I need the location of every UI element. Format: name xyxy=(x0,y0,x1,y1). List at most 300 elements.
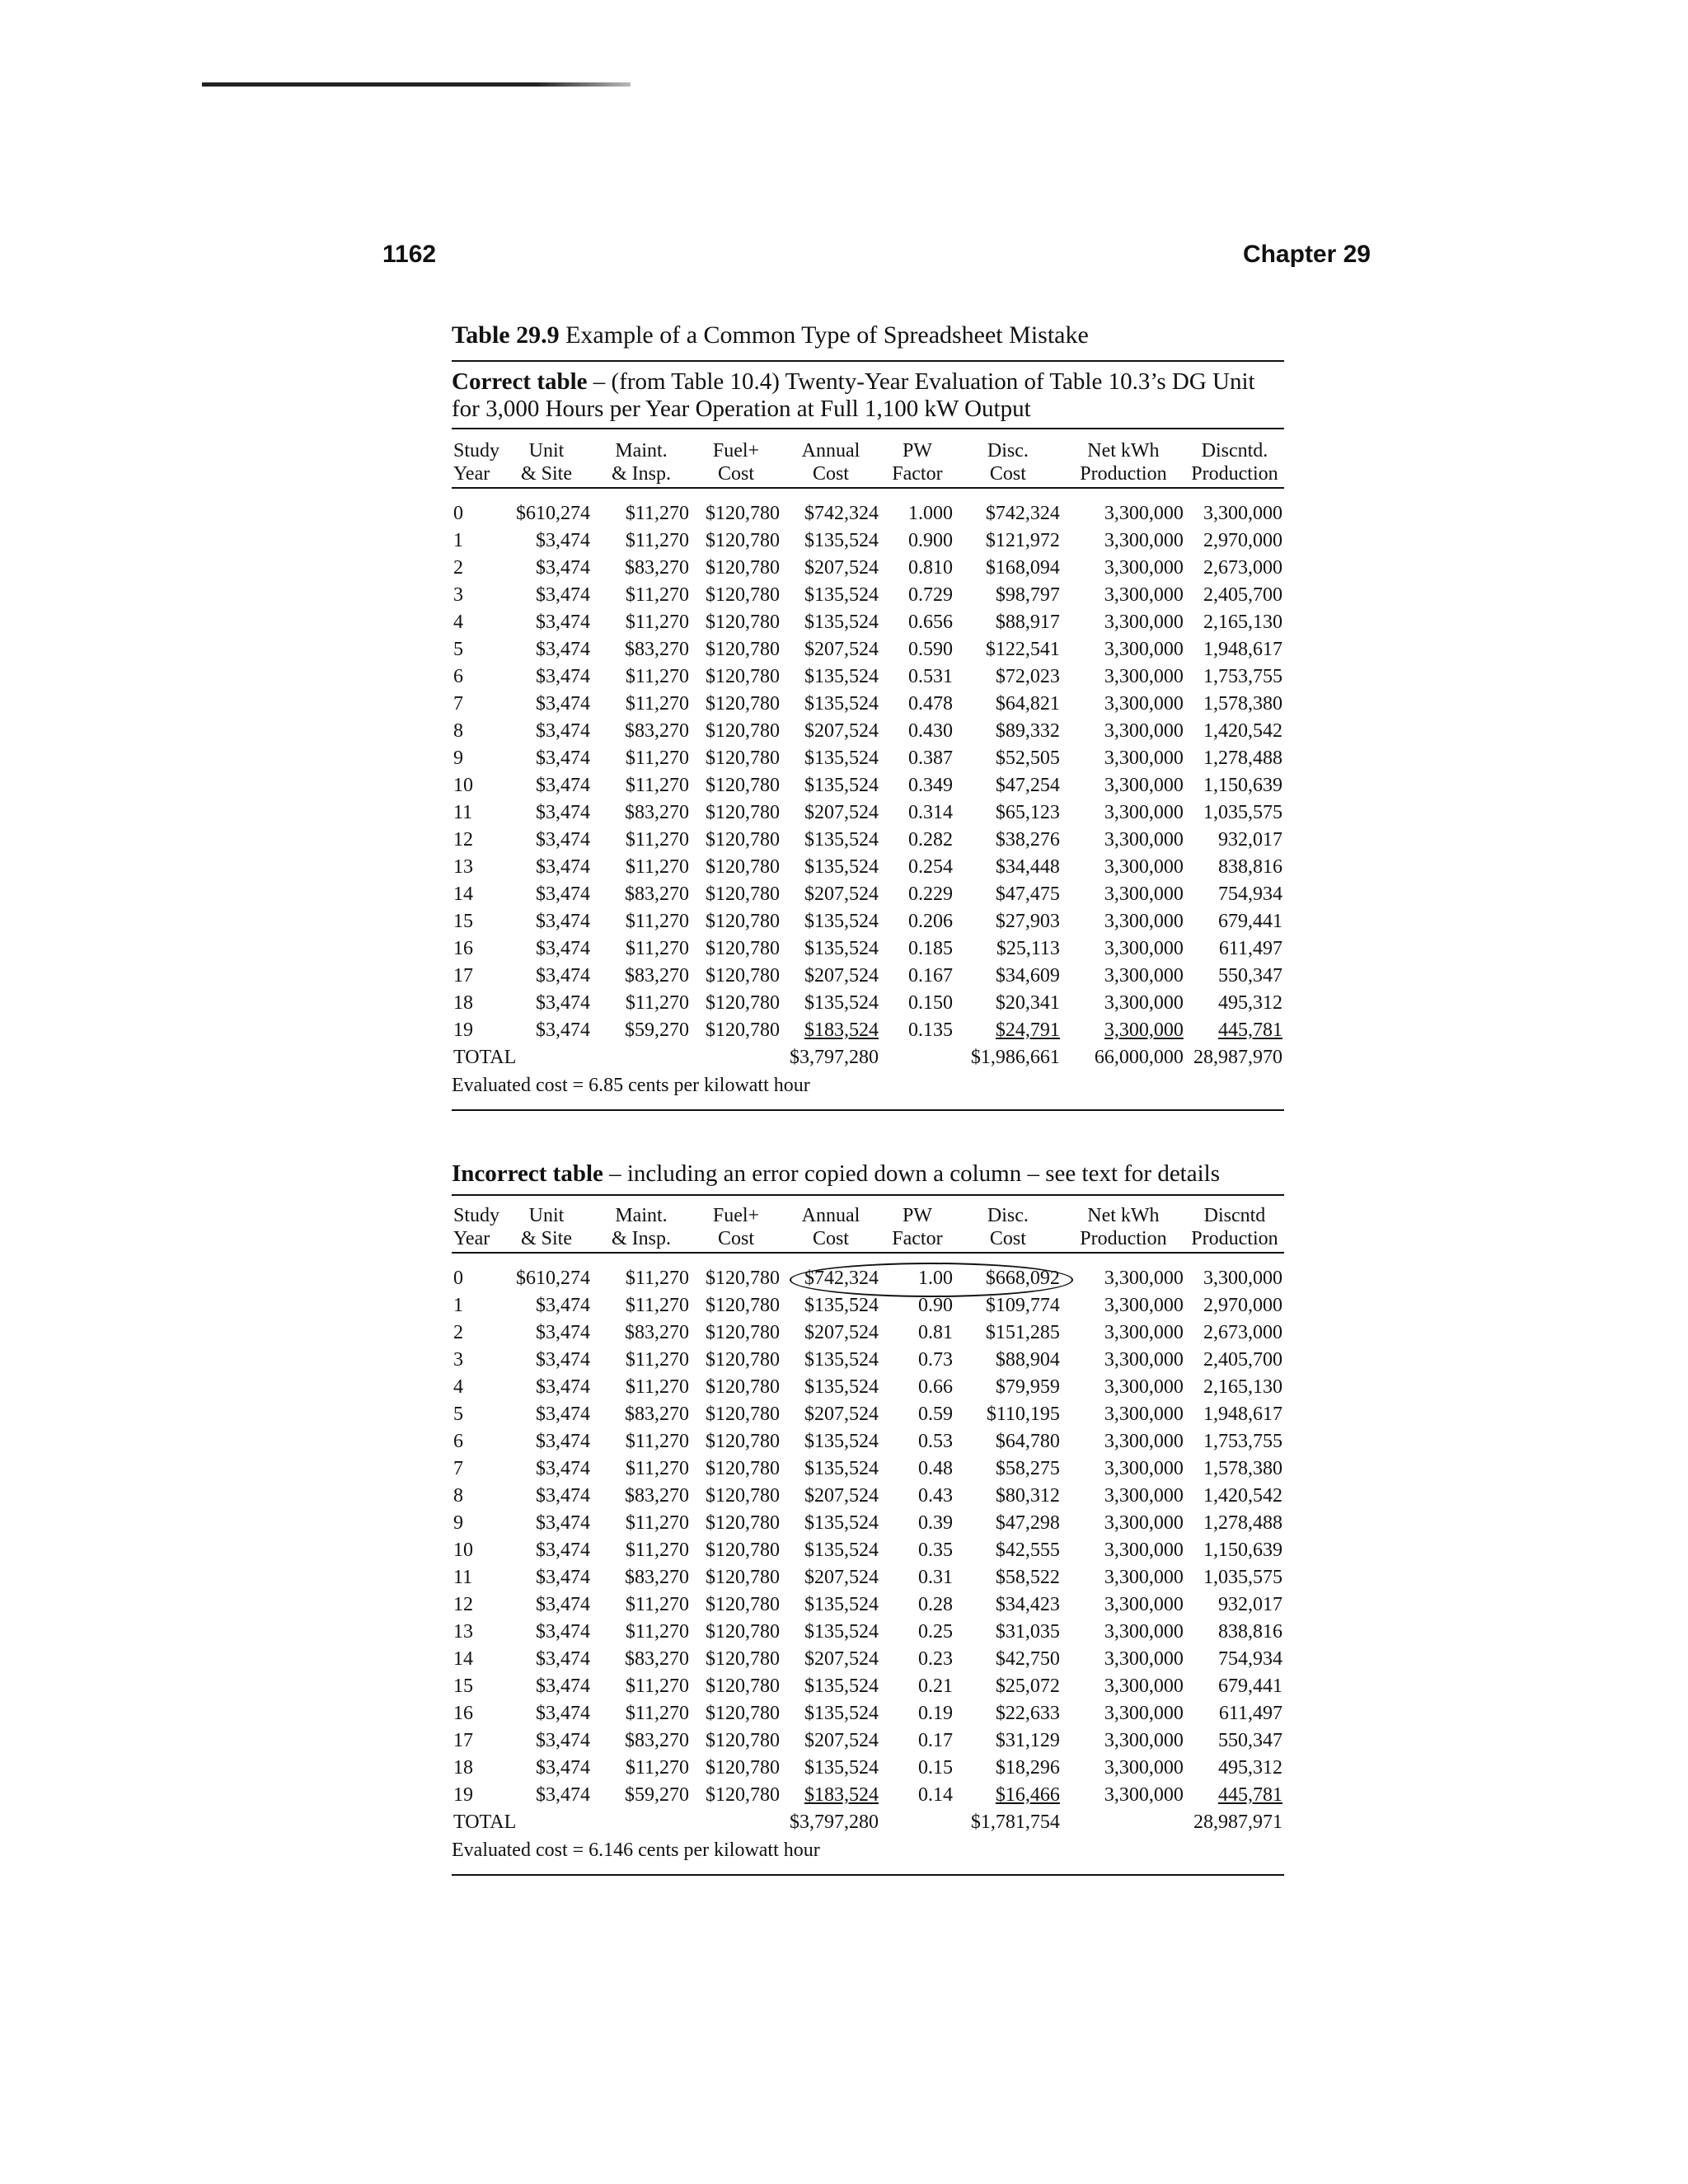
table-cell: $3,474 xyxy=(536,748,590,769)
table-cell: $34,423 xyxy=(995,1594,1060,1615)
table-row xyxy=(452,1319,1284,1347)
table-cell: 0.21 xyxy=(917,1675,953,1697)
table-cell: 1,278,488 xyxy=(1203,748,1282,769)
table-cell: $11,270 xyxy=(625,1431,689,1452)
table-cell: 0.25 xyxy=(917,1621,953,1643)
table-cell: 0 xyxy=(453,1268,463,1289)
table-cell: 3,300,000 xyxy=(1104,1757,1184,1779)
table-cell: 2,970,000 xyxy=(1203,530,1282,551)
table-cell: $207,524 xyxy=(804,1648,879,1670)
table-cell: $3,474 xyxy=(536,1376,590,1398)
table-cell: $47,254 xyxy=(995,775,1060,796)
table-cell: $83,270 xyxy=(624,965,689,987)
table-cell: 0.729 xyxy=(907,584,953,606)
table-cell: $59,270 xyxy=(624,1784,689,1806)
table-cell: $135,524 xyxy=(804,1594,879,1615)
table-cell: 8 xyxy=(453,720,463,742)
table-cell: $3,474 xyxy=(536,883,590,905)
table-cell: $120,780 xyxy=(705,883,780,905)
table-cell: 3,300,000 xyxy=(1104,1404,1184,1425)
table-cell: $83,270 xyxy=(624,802,689,823)
table-cell: 3,300,000 xyxy=(1104,1730,1184,1751)
total-row xyxy=(452,1809,1284,1836)
table-row xyxy=(452,1755,1284,1782)
table-cell: $3,474 xyxy=(536,584,590,606)
section-rule xyxy=(452,1874,1284,1876)
table-cell: 0.900 xyxy=(907,530,953,551)
table-cell: 0.59 xyxy=(917,1404,953,1425)
table-cell: $120,780 xyxy=(705,1458,780,1479)
table-cell: 7 xyxy=(453,1458,463,1479)
table-cell: $3,474 xyxy=(536,720,590,742)
table-cell: 1,150,639 xyxy=(1203,1540,1282,1561)
table-cell: 0.254 xyxy=(907,856,953,878)
table-row xyxy=(452,1673,1284,1700)
table-cell: $120,780 xyxy=(705,693,780,715)
table-cell: 1,035,575 xyxy=(1203,802,1282,823)
incorrect-evaluated-cost: Evaluated cost = 6.146 cents per kilowatt hour xyxy=(452,1840,820,1861)
table-row xyxy=(452,527,1284,555)
table-cell: 3,300,000 xyxy=(1104,748,1184,769)
table-row xyxy=(452,1700,1284,1727)
table-cell: 17 xyxy=(453,965,473,987)
table-row xyxy=(452,1374,1284,1401)
table-cell: $11,270 xyxy=(625,1295,689,1316)
table-row xyxy=(452,990,1284,1017)
table-cell: 12 xyxy=(453,1594,473,1615)
total-cell: 66,000,000 xyxy=(1094,1047,1184,1068)
table-cell: 2,165,130 xyxy=(1203,612,1282,633)
table-cell: $72,023 xyxy=(995,666,1060,687)
table-cell: $3,474 xyxy=(536,1594,590,1615)
table-cell: 1.000 xyxy=(907,503,953,524)
table-cell: $120,780 xyxy=(705,1621,780,1643)
table-cell: 3,300,000 xyxy=(1104,1540,1184,1561)
table-cell: $120,780 xyxy=(705,503,780,524)
total-cell: $3,797,280 xyxy=(789,1047,879,1068)
table-cell: $135,524 xyxy=(804,1675,879,1697)
table-cell: $79,959 xyxy=(995,1376,1060,1398)
table-cell: 3,300,000 xyxy=(1203,1268,1282,1289)
table-cell: $207,524 xyxy=(804,720,879,742)
table-cell: $121,972 xyxy=(985,530,1060,551)
column-header: & Site xyxy=(501,462,592,488)
table-cell: $207,524 xyxy=(804,965,879,987)
table-cell: $58,275 xyxy=(995,1458,1060,1479)
table-cell: $11,270 xyxy=(625,911,689,932)
error-highlight-circle xyxy=(790,1263,1073,1297)
chapter-label: Chapter 29 xyxy=(1242,241,1371,268)
table-cell: $120,780 xyxy=(705,720,780,742)
total-cell: TOTAL xyxy=(453,1047,517,1068)
table-cell: $98,797 xyxy=(995,584,1060,606)
table-cell: 3,300,000 xyxy=(1104,693,1184,715)
table-cell: $11,270 xyxy=(625,1703,689,1724)
table-cell: 838,816 xyxy=(1218,856,1282,878)
table-cell: 2 xyxy=(453,557,463,579)
column-header: Fuel+ xyxy=(712,440,760,462)
table-cell: $610,274 xyxy=(516,503,590,524)
correct-evaluated-cost: Evaluated cost = 6.85 cents per kilowatt hour xyxy=(452,1075,810,1096)
table-cell: 3,300,000 xyxy=(1104,1485,1184,1507)
table-cell: $3,474 xyxy=(536,1784,590,1806)
table-row xyxy=(452,1483,1284,1510)
table-cell: $47,298 xyxy=(995,1512,1060,1534)
table-cell: 6 xyxy=(453,666,463,687)
table-cell: $11,270 xyxy=(625,1757,689,1779)
column-header: Net kWh xyxy=(1087,440,1160,462)
table-cell: 0.282 xyxy=(907,829,953,851)
table-cell: 2,405,700 xyxy=(1203,584,1282,606)
column-header: Discntd. xyxy=(1201,440,1268,462)
table-row xyxy=(452,827,1284,854)
table-cell: $11,270 xyxy=(625,748,689,769)
table-cell: $3,474 xyxy=(536,557,590,579)
table-cell: $3,474 xyxy=(536,1295,590,1316)
table-cell: $11,270 xyxy=(625,503,689,524)
table-cell: 754,934 xyxy=(1218,883,1282,905)
table-cell: $120,780 xyxy=(705,1295,780,1316)
table-cell: $3,474 xyxy=(536,992,590,1014)
table-row xyxy=(452,1564,1284,1591)
caption-bold: Incorrect table xyxy=(452,1160,603,1187)
table-cell: 10 xyxy=(453,775,473,796)
table-cell: 932,017 xyxy=(1218,1594,1282,1615)
table-cell: 16 xyxy=(453,938,473,959)
table-cell: $135,524 xyxy=(804,1295,879,1316)
table-row xyxy=(452,1646,1284,1673)
table-row xyxy=(452,1017,1284,1044)
table-row xyxy=(452,1428,1284,1455)
table-cell: 3,300,000 xyxy=(1104,1019,1184,1041)
table-cell: 0.656 xyxy=(907,612,953,633)
table-cell: 3,300,000 xyxy=(1104,1349,1184,1371)
table-cell: 0.430 xyxy=(907,720,953,742)
table-row xyxy=(452,555,1284,582)
caption-text: – (from Table 10.4) Twenty-Year Evaluation of Table 10.3’s DG Unit for 3,000 Hours per Year Operation at Full 1,100 kW Output xyxy=(452,368,1255,422)
table-cell: 4 xyxy=(453,1376,463,1398)
caption-bold: Correct table xyxy=(452,368,588,395)
column-header: Study xyxy=(453,1205,500,1226)
table-cell: 3,300,000 xyxy=(1104,1784,1184,1806)
table-cell: 15 xyxy=(453,1675,473,1697)
table-cell: 445,781 xyxy=(1218,1019,1282,1041)
table-cell: $120,780 xyxy=(705,1540,780,1561)
correct-table-section xyxy=(452,360,1284,1111)
table-cell: $183,524 xyxy=(804,1019,879,1041)
table-cell: $610,274 xyxy=(516,1268,590,1289)
table-cell: 3,300,000 xyxy=(1104,503,1184,524)
table-cell: $24,791 xyxy=(995,1019,1060,1041)
total-row xyxy=(452,1044,1284,1071)
table-cell: 1,948,617 xyxy=(1203,639,1282,660)
table-row xyxy=(452,1455,1284,1483)
table-cell: 0.349 xyxy=(907,775,953,796)
table-cell: $135,524 xyxy=(804,1540,879,1561)
table-cell: $120,780 xyxy=(705,911,780,932)
table-cell: $47,475 xyxy=(995,883,1060,905)
table-cell: $65,123 xyxy=(995,802,1060,823)
total-cell: $1,986,661 xyxy=(970,1047,1060,1068)
table-row xyxy=(452,1591,1284,1619)
column-header: Discntd xyxy=(1203,1205,1266,1226)
table-cell: 550,347 xyxy=(1218,965,1282,987)
table-cell: 11 xyxy=(453,802,473,823)
table-cell: $3,474 xyxy=(536,829,590,851)
table-cell: 3,300,000 xyxy=(1104,1703,1184,1724)
table-cell: $135,524 xyxy=(804,1757,879,1779)
table-cell: $64,780 xyxy=(995,1431,1060,1452)
table-cell: 9 xyxy=(453,748,463,769)
table-cell: 3 xyxy=(453,1349,463,1371)
table-cell: 0.31 xyxy=(917,1567,953,1588)
table-cell: $120,780 xyxy=(705,748,780,769)
column-header: Factor xyxy=(880,462,954,488)
table-row xyxy=(452,854,1284,881)
table-cell: $135,524 xyxy=(804,1376,879,1398)
table-cell: 11 xyxy=(453,1567,473,1588)
total-cell: TOTAL xyxy=(453,1811,517,1833)
table-cell: $83,270 xyxy=(624,557,689,579)
table-cell: 8 xyxy=(453,1485,463,1507)
table-cell: 0.66 xyxy=(917,1376,953,1398)
table-cell: $83,270 xyxy=(624,883,689,905)
table-cell: 0.150 xyxy=(907,992,953,1014)
table-cell: $168,094 xyxy=(985,557,1060,579)
table-cell: 10 xyxy=(453,1540,473,1561)
column-header: Cost xyxy=(781,1227,880,1253)
table-cell: 3,300,000 xyxy=(1104,1648,1184,1670)
table-cell: 3 xyxy=(453,584,463,606)
table-cell: $11,270 xyxy=(625,1458,689,1479)
table-cell: 495,312 xyxy=(1218,1757,1282,1779)
table-cell: 0.314 xyxy=(907,802,953,823)
table-row xyxy=(452,1727,1284,1755)
table-cell: 3,300,000 xyxy=(1203,503,1282,524)
table-cell: $3,474 xyxy=(536,1648,590,1670)
correct-table-caption xyxy=(452,362,1284,423)
table-cell: 0.14 xyxy=(917,1784,953,1806)
table-cell: 2,970,000 xyxy=(1203,1295,1282,1316)
table-cell: 0.167 xyxy=(907,965,953,987)
table-cell: 1,753,755 xyxy=(1203,1431,1282,1452)
table-cell: $120,780 xyxy=(705,1404,780,1425)
table-cell: 14 xyxy=(453,1648,473,1670)
column-header: Maint. xyxy=(615,1205,668,1226)
table-cell: 3,300,000 xyxy=(1104,775,1184,796)
table-cell: $135,524 xyxy=(804,1621,879,1643)
table-cell: $135,524 xyxy=(804,992,879,1014)
table-cell: $120,780 xyxy=(705,1322,780,1343)
table-cell: $3,474 xyxy=(536,1458,590,1479)
table-row xyxy=(452,691,1284,718)
total-cell: $3,797,280 xyxy=(789,1811,879,1833)
table-cell: $59,270 xyxy=(624,1019,689,1041)
table-cell: $42,750 xyxy=(995,1648,1060,1670)
table-cell: $120,780 xyxy=(705,666,780,687)
table-cell: $3,474 xyxy=(536,911,590,932)
table-cell: $11,270 xyxy=(625,1268,689,1289)
table-cell: 0.81 xyxy=(917,1322,953,1343)
table-cell: 3,300,000 xyxy=(1104,856,1184,878)
table-cell: $120,780 xyxy=(705,965,780,987)
table-cell: $120,780 xyxy=(705,938,780,959)
table-cell: $120,780 xyxy=(705,1431,780,1452)
table-cell: $31,129 xyxy=(995,1730,1060,1751)
table-cell: 932,017 xyxy=(1218,829,1282,851)
column-header: Cost xyxy=(781,462,880,488)
column-header: Year xyxy=(452,1227,501,1253)
table-cell: 0.48 xyxy=(917,1458,953,1479)
correct-data-table xyxy=(452,439,1284,1071)
column-header: & Insp. xyxy=(592,1227,691,1253)
table-row xyxy=(452,1347,1284,1374)
table-cell: $18,296 xyxy=(995,1757,1060,1779)
table-cell: $3,474 xyxy=(536,1349,590,1371)
table-cell: 3,300,000 xyxy=(1104,639,1184,660)
table-cell: $207,524 xyxy=(804,1404,879,1425)
table-cell: 0.17 xyxy=(917,1730,953,1751)
table-cell: 0.185 xyxy=(907,938,953,959)
table-cell: $34,448 xyxy=(995,856,1060,878)
table-cell: 0.531 xyxy=(907,666,953,687)
column-header: Disc. xyxy=(987,440,1029,462)
table-cell: 1,278,488 xyxy=(1203,1512,1282,1534)
table-cell: 17 xyxy=(453,1730,473,1751)
table-cell: $135,524 xyxy=(804,938,879,959)
column-header: Factor xyxy=(880,1227,954,1253)
table-cell: 9 xyxy=(453,1512,463,1534)
table-cell: 550,347 xyxy=(1218,1730,1282,1751)
total-cell: 28,987,970 xyxy=(1193,1047,1282,1068)
table-cell: $207,524 xyxy=(804,1730,879,1751)
table-cell: 3,300,000 xyxy=(1104,1675,1184,1697)
table-cell: $3,474 xyxy=(536,612,590,633)
section-rule xyxy=(452,1109,1284,1111)
table-cell: $207,524 xyxy=(804,1567,879,1588)
table-row xyxy=(452,582,1284,609)
table-cell: 3,300,000 xyxy=(1104,612,1184,633)
table-cell: 0.478 xyxy=(907,693,953,715)
table-cell: $120,780 xyxy=(705,1675,780,1697)
table-cell: 0.39 xyxy=(917,1512,953,1534)
table-cell: 13 xyxy=(453,1621,473,1643)
table-cell: $88,904 xyxy=(995,1349,1060,1371)
table-cell: $3,474 xyxy=(536,1019,590,1041)
table-cell: $3,474 xyxy=(536,1485,590,1507)
table-cell: $11,270 xyxy=(625,775,689,796)
table-cell: 0.73 xyxy=(917,1349,953,1371)
table-cell: 2,673,000 xyxy=(1203,557,1282,579)
table-cell: 3,300,000 xyxy=(1104,1594,1184,1615)
column-header: Production xyxy=(1062,1227,1185,1253)
table-cell: $207,524 xyxy=(804,1322,879,1343)
table-cell: $742,324 xyxy=(985,503,1060,524)
column-header: & Insp. xyxy=(592,462,691,488)
table-row xyxy=(452,609,1284,636)
table-cell: 445,781 xyxy=(1218,1784,1282,1806)
table-cell: 1 xyxy=(453,530,463,551)
column-header: PW xyxy=(902,1205,932,1226)
table-cell: $110,195 xyxy=(986,1404,1060,1425)
column-header: Production xyxy=(1062,462,1185,488)
table-cell: $42,555 xyxy=(995,1540,1060,1561)
table-cell: $16,466 xyxy=(995,1784,1060,1806)
table-cell: $3,474 xyxy=(536,938,590,959)
table-cell: $3,474 xyxy=(536,802,590,823)
table-cell: $135,524 xyxy=(804,693,879,715)
table-cell: $120,780 xyxy=(705,1512,780,1534)
table-cell: 3,300,000 xyxy=(1104,965,1184,987)
column-header: Maint. xyxy=(615,440,668,462)
table-cell: $135,524 xyxy=(804,1458,879,1479)
table-cell: $120,780 xyxy=(705,1757,780,1779)
table-cell: $88,917 xyxy=(995,612,1060,633)
table-cell: $3,474 xyxy=(536,1567,590,1588)
table-cell: 0.90 xyxy=(917,1295,953,1316)
table-cell: $3,474 xyxy=(536,1757,590,1779)
table-cell: $3,474 xyxy=(536,775,590,796)
table-row xyxy=(452,1537,1284,1564)
column-header: Unit xyxy=(528,1205,565,1226)
table-cell: $120,780 xyxy=(705,530,780,551)
table-cell: 4 xyxy=(453,612,463,633)
table-cell: $135,524 xyxy=(804,911,879,932)
table-cell: $120,780 xyxy=(705,1730,780,1751)
table-row xyxy=(452,1292,1284,1319)
table-cell: $135,524 xyxy=(804,1512,879,1534)
table-row xyxy=(452,1401,1284,1428)
table-cell: 14 xyxy=(453,883,473,905)
table-cell: 3,300,000 xyxy=(1104,802,1184,823)
table-cell: $11,270 xyxy=(625,992,689,1014)
table-title-text: Example of a Common Type of Spreadsheet Mistake xyxy=(565,321,1089,349)
table-cell: 0.23 xyxy=(917,1648,953,1670)
table-row xyxy=(452,799,1284,827)
table-cell: $89,332 xyxy=(995,720,1060,742)
table-cell: $11,270 xyxy=(625,530,689,551)
table-cell: 3,300,000 xyxy=(1104,584,1184,606)
table-cell: 611,497 xyxy=(1218,1703,1282,1724)
table-cell: 3,300,000 xyxy=(1104,829,1184,851)
table-cell: 5 xyxy=(453,639,463,660)
column-header: Cost xyxy=(954,1227,1062,1253)
table-row xyxy=(452,935,1284,963)
table-cell: $11,270 xyxy=(625,1349,689,1371)
table-cell: $3,474 xyxy=(536,1431,590,1452)
table-cell: $120,780 xyxy=(705,1019,780,1041)
table-cell: $135,524 xyxy=(804,856,879,878)
table-cell: $120,780 xyxy=(705,775,780,796)
table-cell: 18 xyxy=(453,1757,473,1779)
table-cell: 3,300,000 xyxy=(1104,992,1184,1014)
header-row xyxy=(452,439,1284,462)
table-cell: $742,324 xyxy=(804,1268,879,1289)
table-cell: 0.35 xyxy=(917,1540,953,1561)
table-cell: $3,474 xyxy=(536,666,590,687)
table-cell: $52,505 xyxy=(995,748,1060,769)
table-cell: 1,578,380 xyxy=(1203,1458,1282,1479)
table-cell: $3,474 xyxy=(536,1540,590,1561)
table-row xyxy=(452,963,1284,990)
header-row xyxy=(452,1227,1284,1253)
table-cell: 1,035,575 xyxy=(1203,1567,1282,1588)
table-cell: $120,780 xyxy=(705,1376,780,1398)
table-cell: $3,474 xyxy=(536,1322,590,1343)
total-cell: $1,781,754 xyxy=(970,1811,1060,1833)
table-cell: 3,300,000 xyxy=(1104,883,1184,905)
table-cell: $11,270 xyxy=(625,693,689,715)
